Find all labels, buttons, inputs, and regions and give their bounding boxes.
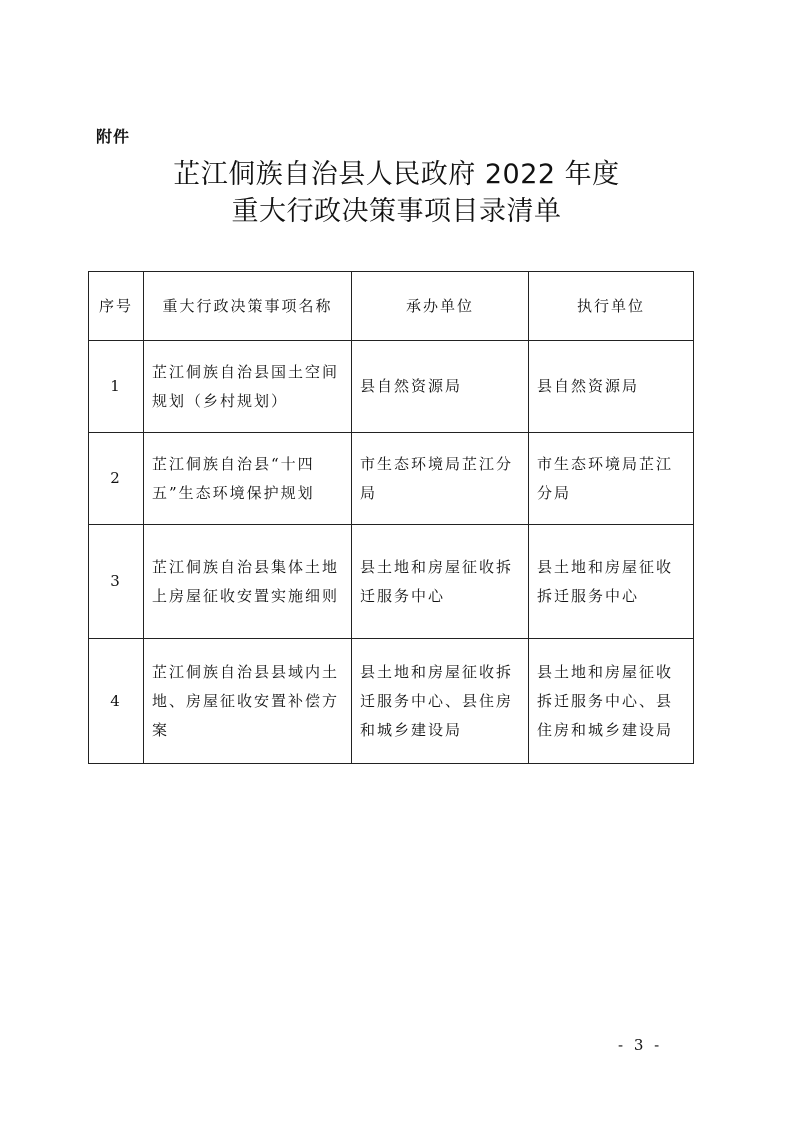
row-host-unit: 县自然资源局 [352, 341, 529, 433]
row-item-name: 芷江侗族自治县国土空间规划（乡村规划） [144, 341, 352, 433]
attachment-label: 附件 [96, 127, 131, 146]
table-row [89, 525, 694, 639]
page-number: - 3 - [618, 1036, 663, 1054]
row-item-name: 芷江侗族自治县县域内土地、房屋征收安置补偿方案 [144, 639, 352, 764]
row-serial-number: 2 [89, 433, 144, 525]
row-serial-number: 1 [89, 341, 144, 433]
header-item-name: 重大行政决策事项名称 [144, 272, 352, 341]
row-host-unit: 市生态环境局芷江分局 [352, 433, 529, 525]
table-row [89, 433, 694, 525]
row-item-name: 芷江侗族自治县集体土地上房屋征收安置实施细则 [144, 525, 352, 639]
row-item-name: 芷江侗族自治县“十四五”生态环境保护规划 [144, 433, 352, 525]
decision-items-table [88, 271, 694, 764]
row-executing-unit: 市生态环境局芷江分局 [529, 433, 694, 525]
header-executing-unit: 执行单位 [529, 272, 694, 341]
table-row [89, 639, 694, 764]
row-executing-unit: 县土地和房屋征收拆迁服务中心、县住房和城乡建设局 [529, 639, 694, 764]
row-serial-number: 3 [89, 525, 144, 639]
header-serial-number: 序号 [89, 272, 144, 341]
document-title-line-2: 重大行政决策事项目录清单 [231, 196, 562, 227]
row-serial-number: 4 [89, 639, 144, 764]
table-header-row [89, 272, 694, 341]
row-executing-unit: 县土地和房屋征收拆迁服务中心 [529, 525, 694, 639]
header-host-unit: 承办单位 [352, 272, 529, 341]
row-host-unit: 县土地和房屋征收拆迁服务中心 [352, 525, 529, 639]
document-title-line-1: 芷江侗族自治县人民政府 2022 年度 [173, 159, 620, 190]
row-executing-unit: 县自然资源局 [529, 341, 694, 433]
row-host-unit: 县土地和房屋征收拆迁服务中心、县住房和城乡建设局 [352, 639, 529, 764]
table-row [89, 341, 694, 433]
